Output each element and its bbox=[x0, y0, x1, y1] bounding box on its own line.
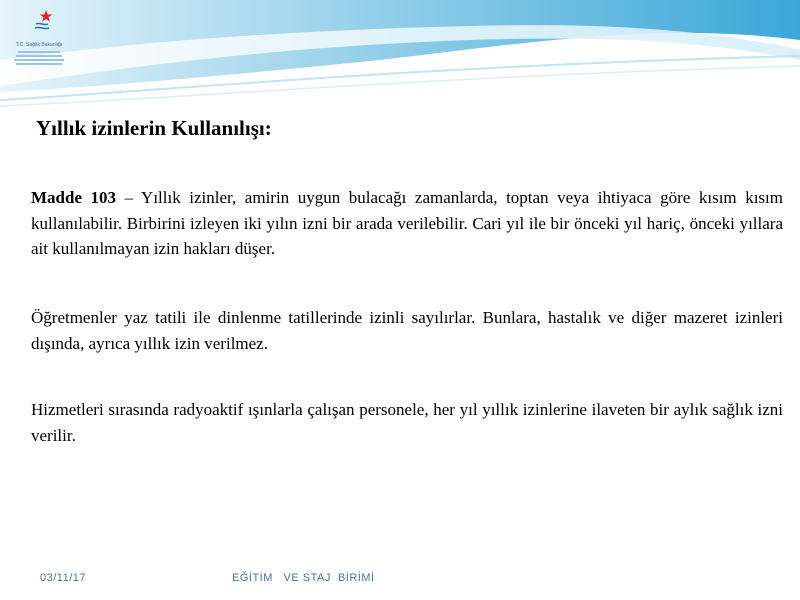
ministry-logo bbox=[6, 4, 72, 66]
paragraph-radiation: Hizmetleri sırasında radyoaktif ışınlarla çalışan personele, her yıl yıllık izinlerine ilaveten bir aylık sağlık izni verilir. bbox=[31, 400, 783, 445]
crescent-star-icon bbox=[6, 4, 72, 44]
footer-date: 03/11/17 bbox=[40, 572, 87, 584]
paragraph-text: – Yıllık izinler, amirin uygun bulacağı zamanlarda, toptan veya ihtiyaca göre kısım kısım kullanılabilir. Birbirini izleyen iki yılın izni bir arada verilebilir. Cari yıl ile bir önceki yıl hariç, önceki yıllara ait kullanılmayan izin hakları düşer. bbox=[31, 188, 783, 258]
logo-org-name: T.C. Sağlık Bakanlığı bbox=[15, 42, 63, 48]
paragraph-teachers: Öğretmenler yaz tatili ile dinlenme tatillerinde izinli sayılırlar. Bunlara, hastalık ve diğer mazeret izinleri dışında, ayrıca yıllık izin verilmez. bbox=[31, 308, 783, 353]
paragraph-madde-103 bbox=[31, 185, 783, 262]
page-title: Yıllık izinlerin Kullanılışı: bbox=[36, 116, 272, 140]
logo-subtext bbox=[6, 49, 72, 67]
header-wave-banner bbox=[0, 0, 800, 110]
footer-unit: EĞİTİM VE STAJ BİRİMİ bbox=[232, 572, 375, 584]
paragraph-bold-lead: Madde 103 bbox=[31, 188, 117, 207]
